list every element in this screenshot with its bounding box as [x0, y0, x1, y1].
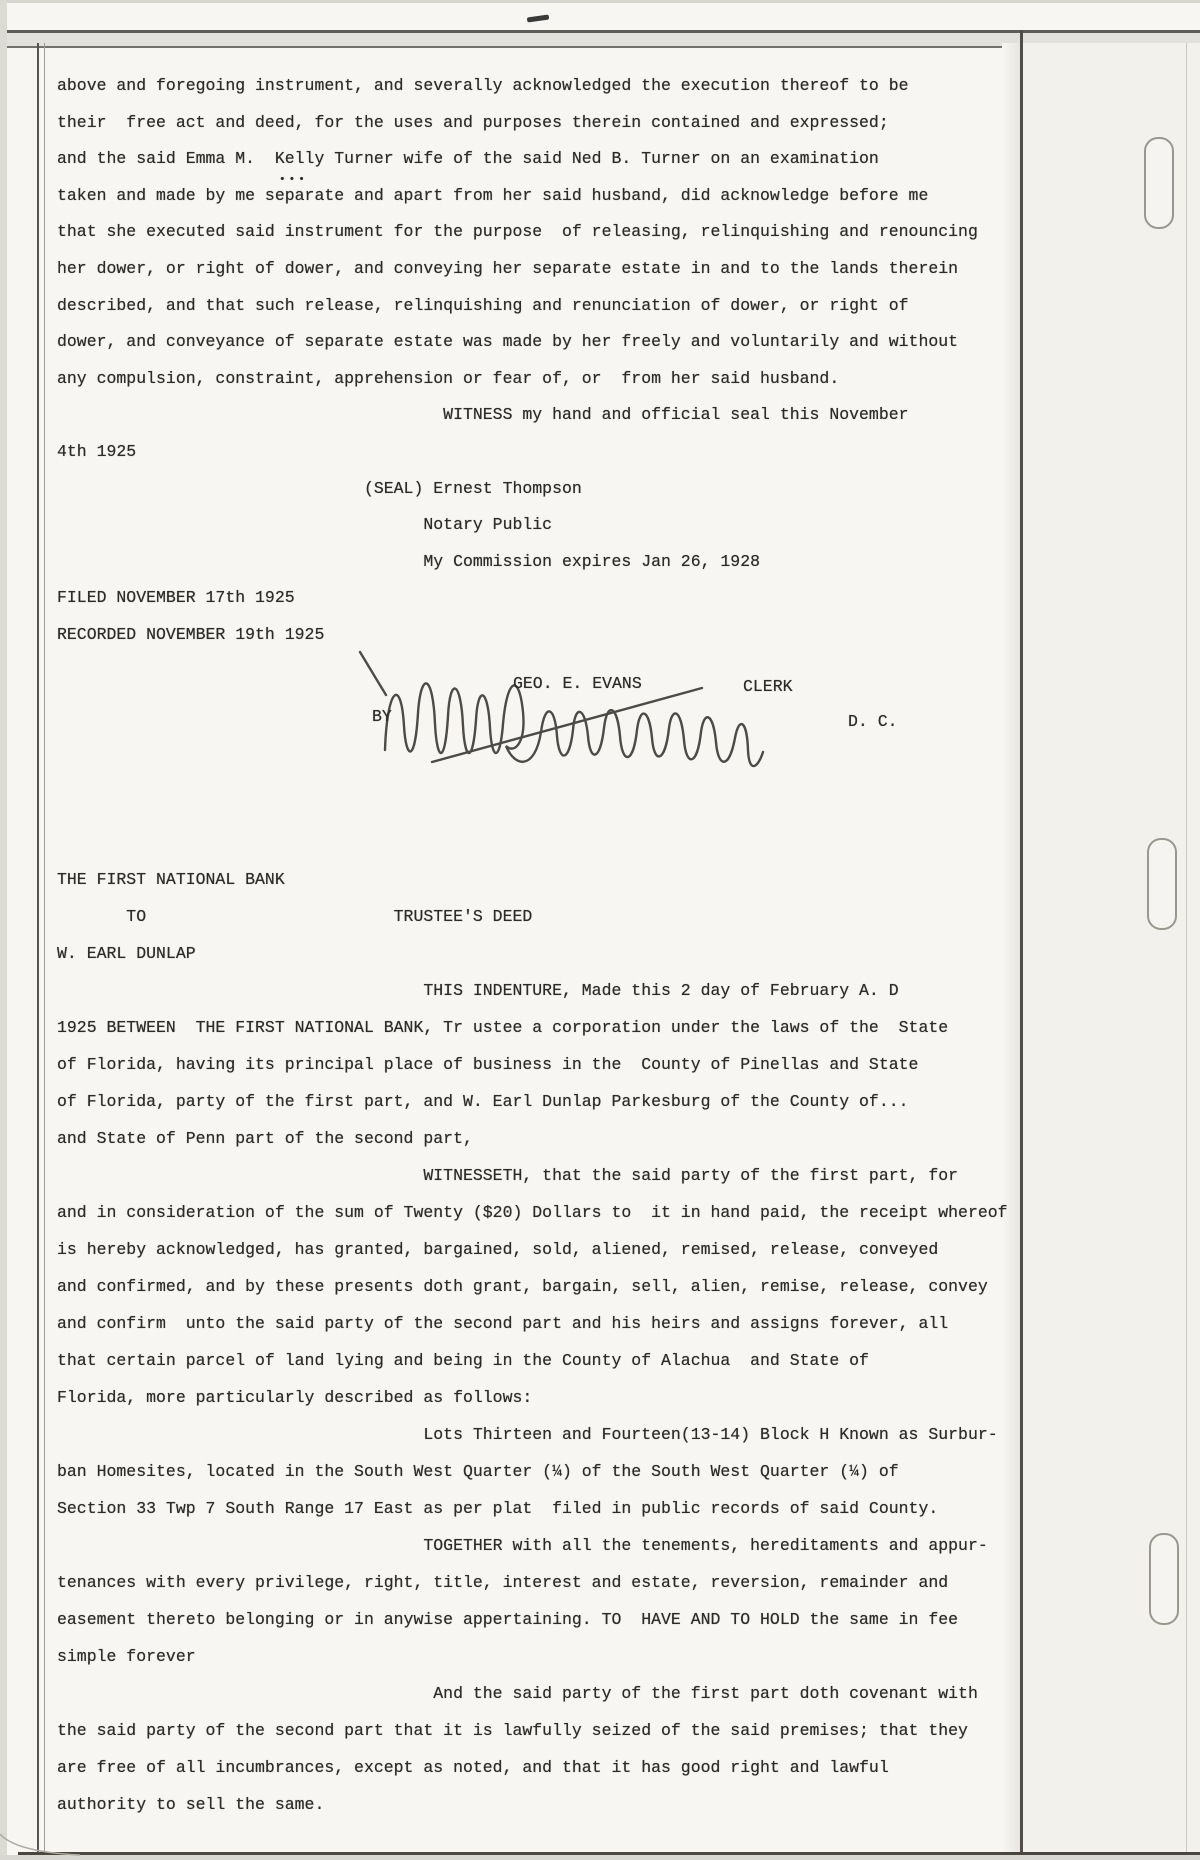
text-line: TO TRUSTEE'S DEED [57, 906, 533, 926]
text-line: Notary Public [57, 515, 553, 535]
punch-hole [1149, 1533, 1179, 1625]
stray-ink-dash [527, 14, 549, 22]
punch-hole [1144, 137, 1174, 229]
text-line: easement thereto belonging or in anywise appertaining. TO HAVE AND TO HOLD the same in fee [57, 1609, 959, 1629]
text-line: RECORDED NOVEMBER 19th 1925 [57, 624, 325, 644]
text-line: and State of Penn part of the second part, [57, 1128, 473, 1148]
text-line: their free act and deed, for the uses and purposes therein contained and expressed; [57, 112, 889, 132]
text-line: is hereby acknowledged, has granted, bargained, sold, aliened, remised, release, conveyed [57, 1239, 939, 1259]
text-line: and the said Emma M. Kelly Turner wife of the said Ned B. Turner on an examination [57, 149, 879, 169]
text-line: (SEAL) Ernest Thompson [57, 478, 582, 498]
text-line: authority to sell the same. [57, 1794, 325, 1814]
text-line: and confirmed, and by these presents doth grant, bargain, sell, alien, remise, release, convey [57, 1276, 988, 1296]
text-line: TOGETHER with all the tenements, hereditaments and appur- [57, 1535, 988, 1555]
left-margin-rule [37, 43, 39, 1860]
text-line: FILED NOVEMBER 17th 1925 [57, 588, 295, 608]
left-margin-rule-thin [44, 43, 45, 1860]
deputy-initials: D. C. [848, 711, 898, 731]
text-line: that certain parcel of land lying and being in the County of Alachua and State of [57, 1350, 869, 1370]
text-line: are free of all incumbrances, except as noted, and that it has good right and lawful [57, 1757, 889, 1777]
deputy-clerk-signature [357, 640, 837, 790]
text-line: dower, and conveyance of separate estate was made by her freely and voluntarily and without [57, 332, 959, 352]
text-line: tenances with every privilege, right, title, interest and estate, reversion, remainder and [57, 1572, 949, 1592]
text-line: WITNESS my hand and official seal this November [57, 405, 909, 425]
text-line: described, and that such release, relinquishing and renunciation of dower, or right of [57, 295, 909, 315]
text-line: THIS INDENTURE, Made this 2 day of February A. D [57, 980, 899, 1000]
clerk-title: CLERK [743, 676, 793, 696]
text-line: W. EARL DUNLAP [57, 943, 196, 963]
text-line: the said party of the second part that it is lawfully seized of the said premises; that they [57, 1720, 968, 1740]
text-line: of Florida, having its principal place of business in the County of Pinellas and State [57, 1054, 919, 1074]
page-right-edge-line [1020, 30, 1023, 1860]
text-line: and confirm unto the said party of the second part and his heirs and assigns forever, all [57, 1313, 949, 1333]
text-line: her dower, or right of dower, and conveying her separate estate in and to the lands therein [57, 258, 959, 278]
clerk-name: GEO. E. EVANS [513, 673, 642, 693]
scan-bottom-edge [0, 1855, 1200, 1860]
text-line: taken and made by me separate and apart from her said husband, did acknowledge before me [57, 185, 929, 205]
text-line: that she executed said instrument for the purpose of releasing, relinquishing and renouncing [57, 222, 978, 242]
punch-hole [1147, 838, 1177, 930]
text-line: Florida, more particularly described as follows: [57, 1387, 533, 1407]
text-line: and in consideration of the sum of Twenty ($20) Dollars to it in hand paid, the receipt whereof [57, 1202, 1008, 1222]
trustee-deed-section [57, 870, 1017, 1832]
text-line: And the said party of the first part doth covenant with [57, 1683, 978, 1703]
text-line: Lots Thirteen and Fourteen(13-14) Block H Known as Surbur- [57, 1424, 998, 1444]
scan-left-edge [0, 0, 7, 1860]
scan-top-edge [0, 0, 1200, 3]
text-line: Section 33 Twp 7 South Range 17 East as per plat filed in public records of said County. [57, 1498, 939, 1518]
text-line: THE FIRST NATIONAL BANK [57, 869, 285, 889]
typed-document [57, 76, 1017, 1832]
page-corner-curve [0, 1828, 90, 1860]
text-line: above and foregoing instrument, and severally acknowledged the execution thereof to be [57, 76, 909, 95]
text-line: simple forever [57, 1646, 196, 1666]
text-line: 4th 1925 [57, 441, 137, 461]
text-line: 1925 BETWEEN THE FIRST NATIONAL BANK, Tr ustee a corporation under the laws of the State [57, 1017, 949, 1037]
by-label: BY [372, 706, 392, 726]
clerk-signature-block [57, 662, 1017, 774]
text-line: My Commission expires Jan 26, 1928 [57, 551, 761, 571]
strikeout-dots-under-kelly: ••• [279, 174, 308, 186]
text-line: of Florida, party of the first part, and W. Earl Dunlap Parkesburg of the County of... [57, 1091, 909, 1111]
acknowledgment-section [57, 76, 1017, 662]
text-line: any compulsion, constraint, apprehension or fear of, or from her said husband. [57, 368, 840, 388]
text-line: ban Homesites, located in the South West Quarter (¼) of the South West Quarter (¼) of [57, 1461, 899, 1481]
binder-edge-line [1186, 43, 1187, 1860]
text-line: WITNESSETH, that the said party of the first part, for [57, 1165, 959, 1185]
